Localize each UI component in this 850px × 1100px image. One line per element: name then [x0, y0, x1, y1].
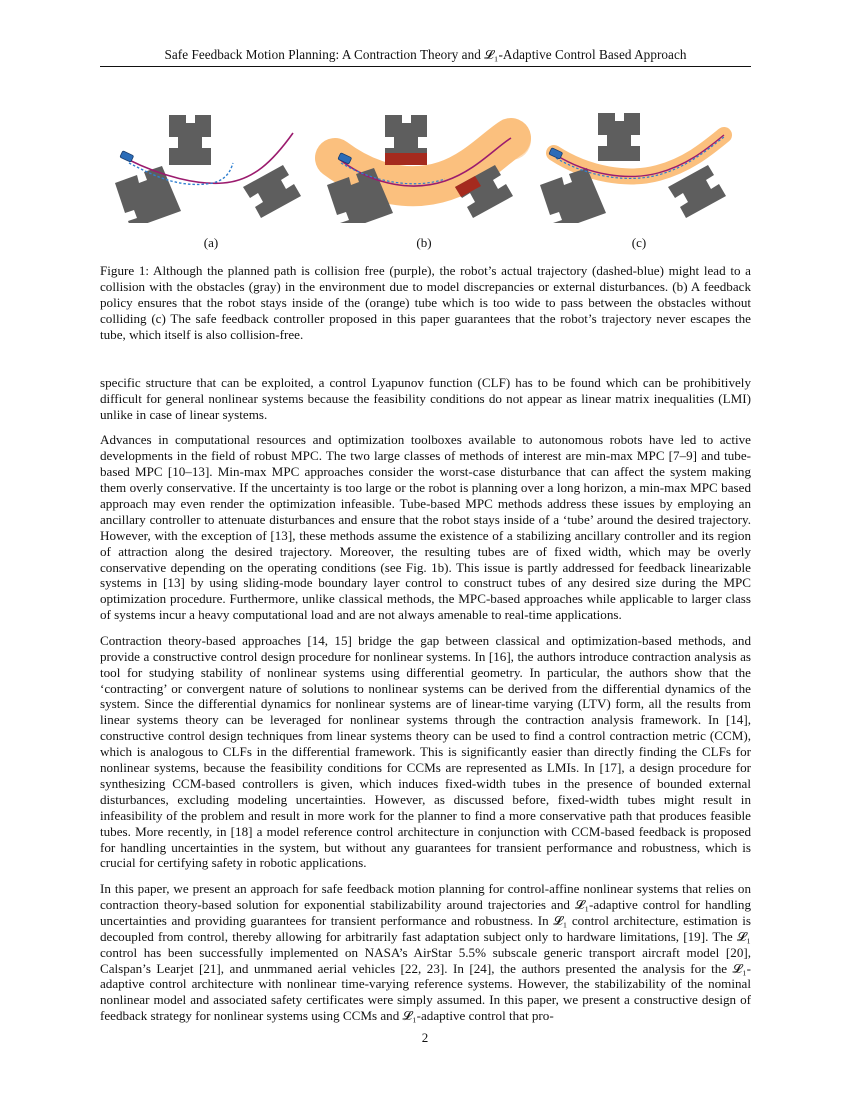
header-rule	[100, 66, 751, 67]
paragraph: specific structure that can be exploited, a control Lyapunov function (CLF) has to be found which can be prohibitively difficult for general nonlinear systems because the feasibility conditions do not appear as linear matrix inequalities (LMI) unlike in case of linear systems.	[100, 375, 751, 422]
page-number: 2	[421, 1030, 429, 1045]
obstacle-top	[598, 113, 640, 161]
subfigure-label-b: (b)	[416, 235, 432, 250]
subfigure-label-a: (a)	[203, 235, 219, 250]
subfigure-label-c: (c)	[631, 235, 647, 250]
figure-panel-a	[103, 103, 331, 223]
paragraph: Contraction theory-based approaches [14, 15] bridge the gap between classical and optimization-based methods, and provide a constructive control design procedure for nonlinear systems. In [16], the authors introduce contraction analysis as tool for studying stability of nonlinear systems using differential geometry. In particular, the authors show that the ‘contracting’ or convergent nature of solutions to nonlinear systems can be derived from the differential dynamics of the system. Since the differential dynamics for nonlinear systems are of linear-time varying (LTV) form, all the results from linear systems theory can be leveraged for nonlinear systems through the contraction analysis framework. In [14], constructive control design techniques from linear systems theory can be used to find a control contraction metric (CCM), which is analogous to CLFs in the differential framework. This is significantly easier than directly finding the CLFs for nonlinear systems, because the feasibility conditions for CCMs are represented as LMIs. In [17], a design procedure for synthesizing CCM-based controllers is given, which induces fixed-width tubes in the presence of bounded external disturbances, excluding modeling uncertainties. However, as discussed before, fixed-width tubes might result in infeasibility of the problem and result in more work for the planner to find a more conservative path that produces feasible tubes. More recently, in [18] a model reference control architecture in conjunction with CCM-based feedback is proposed for handling uncertainties in the system, but without any guarantees for transient performance and robustness, which is crucial for certifying safety in robotic applications.	[100, 632, 751, 871]
running-head: Safe Feedback Motion Planning: A Contraction Theory and 𝓛₁-Adaptive Control Based Approach	[164, 47, 687, 62]
figure-caption: Figure 1: Although the planned path is collision free (purple), the robot’s actual trajectory (dashed-blue) might lead to a collision with the obstacles (gray) in the environment due to model discrepancies or external disturbances. (b) A feedback policy ensures that the robot stays inside of the (orange) tube which is too wide to pass between the obstacles without colliding (c) The safe feedback controller proposed in this paper guarantees that the robot’s trajectory never escapes the tube, which itself is also collision-free.	[100, 263, 751, 343]
collision-region-top	[385, 153, 427, 165]
body-text	[100, 375, 751, 1034]
paragraph: In this paper, we present an approach for safe feedback motion planning for control-affine nonlinear systems that relies on contraction theory-based solution for exponential stabilizability around trajectories and 𝓛₁-adaptive control for handling uncertainties and providing guarantees for transient performance and robustness. In 𝓛₁ control architecture, estimation is decoupled from control, thereby allowing for arbitrarily fast adaptation subject only to hardware limitations, [19]. The 𝓛₁ control has been successfully implemented on NASA’s AirStar 5.5% subscale generic transport aircraft model [20], Calspan’s Learjet [21], and unmmaned aerial vehicles [22, 23]. In [24], the authors presented the analysis for the 𝓛₁-adaptive control architecture with nonlinear time-varying reference systems. However, the stabilizability of the nominal nonlinear model and associated safety certificates were simply assumed. In this paper, we present a constructive design of feedback strategy for nonlinear systems using CCMs and 𝓛₁-adaptive control that pro-	[100, 880, 751, 1024]
paragraph: Advances in computational resources and optimization toolboxes available to autonomous robots have led to active developments in the field of robust MPC. The two large classes of methods of interest are min-max MPC [7–9] and tube-based MPC [10–13]. Min-max MPC approaches consider the worst-case disturbance that can affect the system making them overly conservative. If the uncertainty is too large or the robot is planning over a long horizon, a min-max MPC based approach may even render the optimization infeasible. Tube-based MPC methods address these issues by employing an ancillary controller to attenuate disturbances and ensure that the robot stays inside of a ‘tube’ around the desired trajectory. However, with the exception of [13], these methods assume the existence of a stabilizing ancillary controller and its region of attraction along the desired trajectory. Moreover, the resulting tubes are of fixed width, which may be overly conservative depending on the operating conditions (see Fig. 1b). This issue is partly addressed for feedback linearizable systems in [13] by using sliding-mode boundary layer control to construct tubes of any desired size during the MPC optimization procedure. Furthermore, unlike classical methods, the MPC-based approaches while applicable to larger class of systems incur a heavy computational load and are not always amenable to real-time applications.	[100, 432, 751, 623]
tube-end-bulb	[491, 120, 531, 160]
obstacle-top	[169, 115, 211, 165]
robot-icon	[120, 151, 134, 162]
figure-panel-c	[528, 103, 756, 223]
obstacle-bottom-right	[243, 165, 301, 218]
obstacle-bottom-left	[115, 166, 181, 223]
figure-panel-b	[315, 103, 543, 223]
